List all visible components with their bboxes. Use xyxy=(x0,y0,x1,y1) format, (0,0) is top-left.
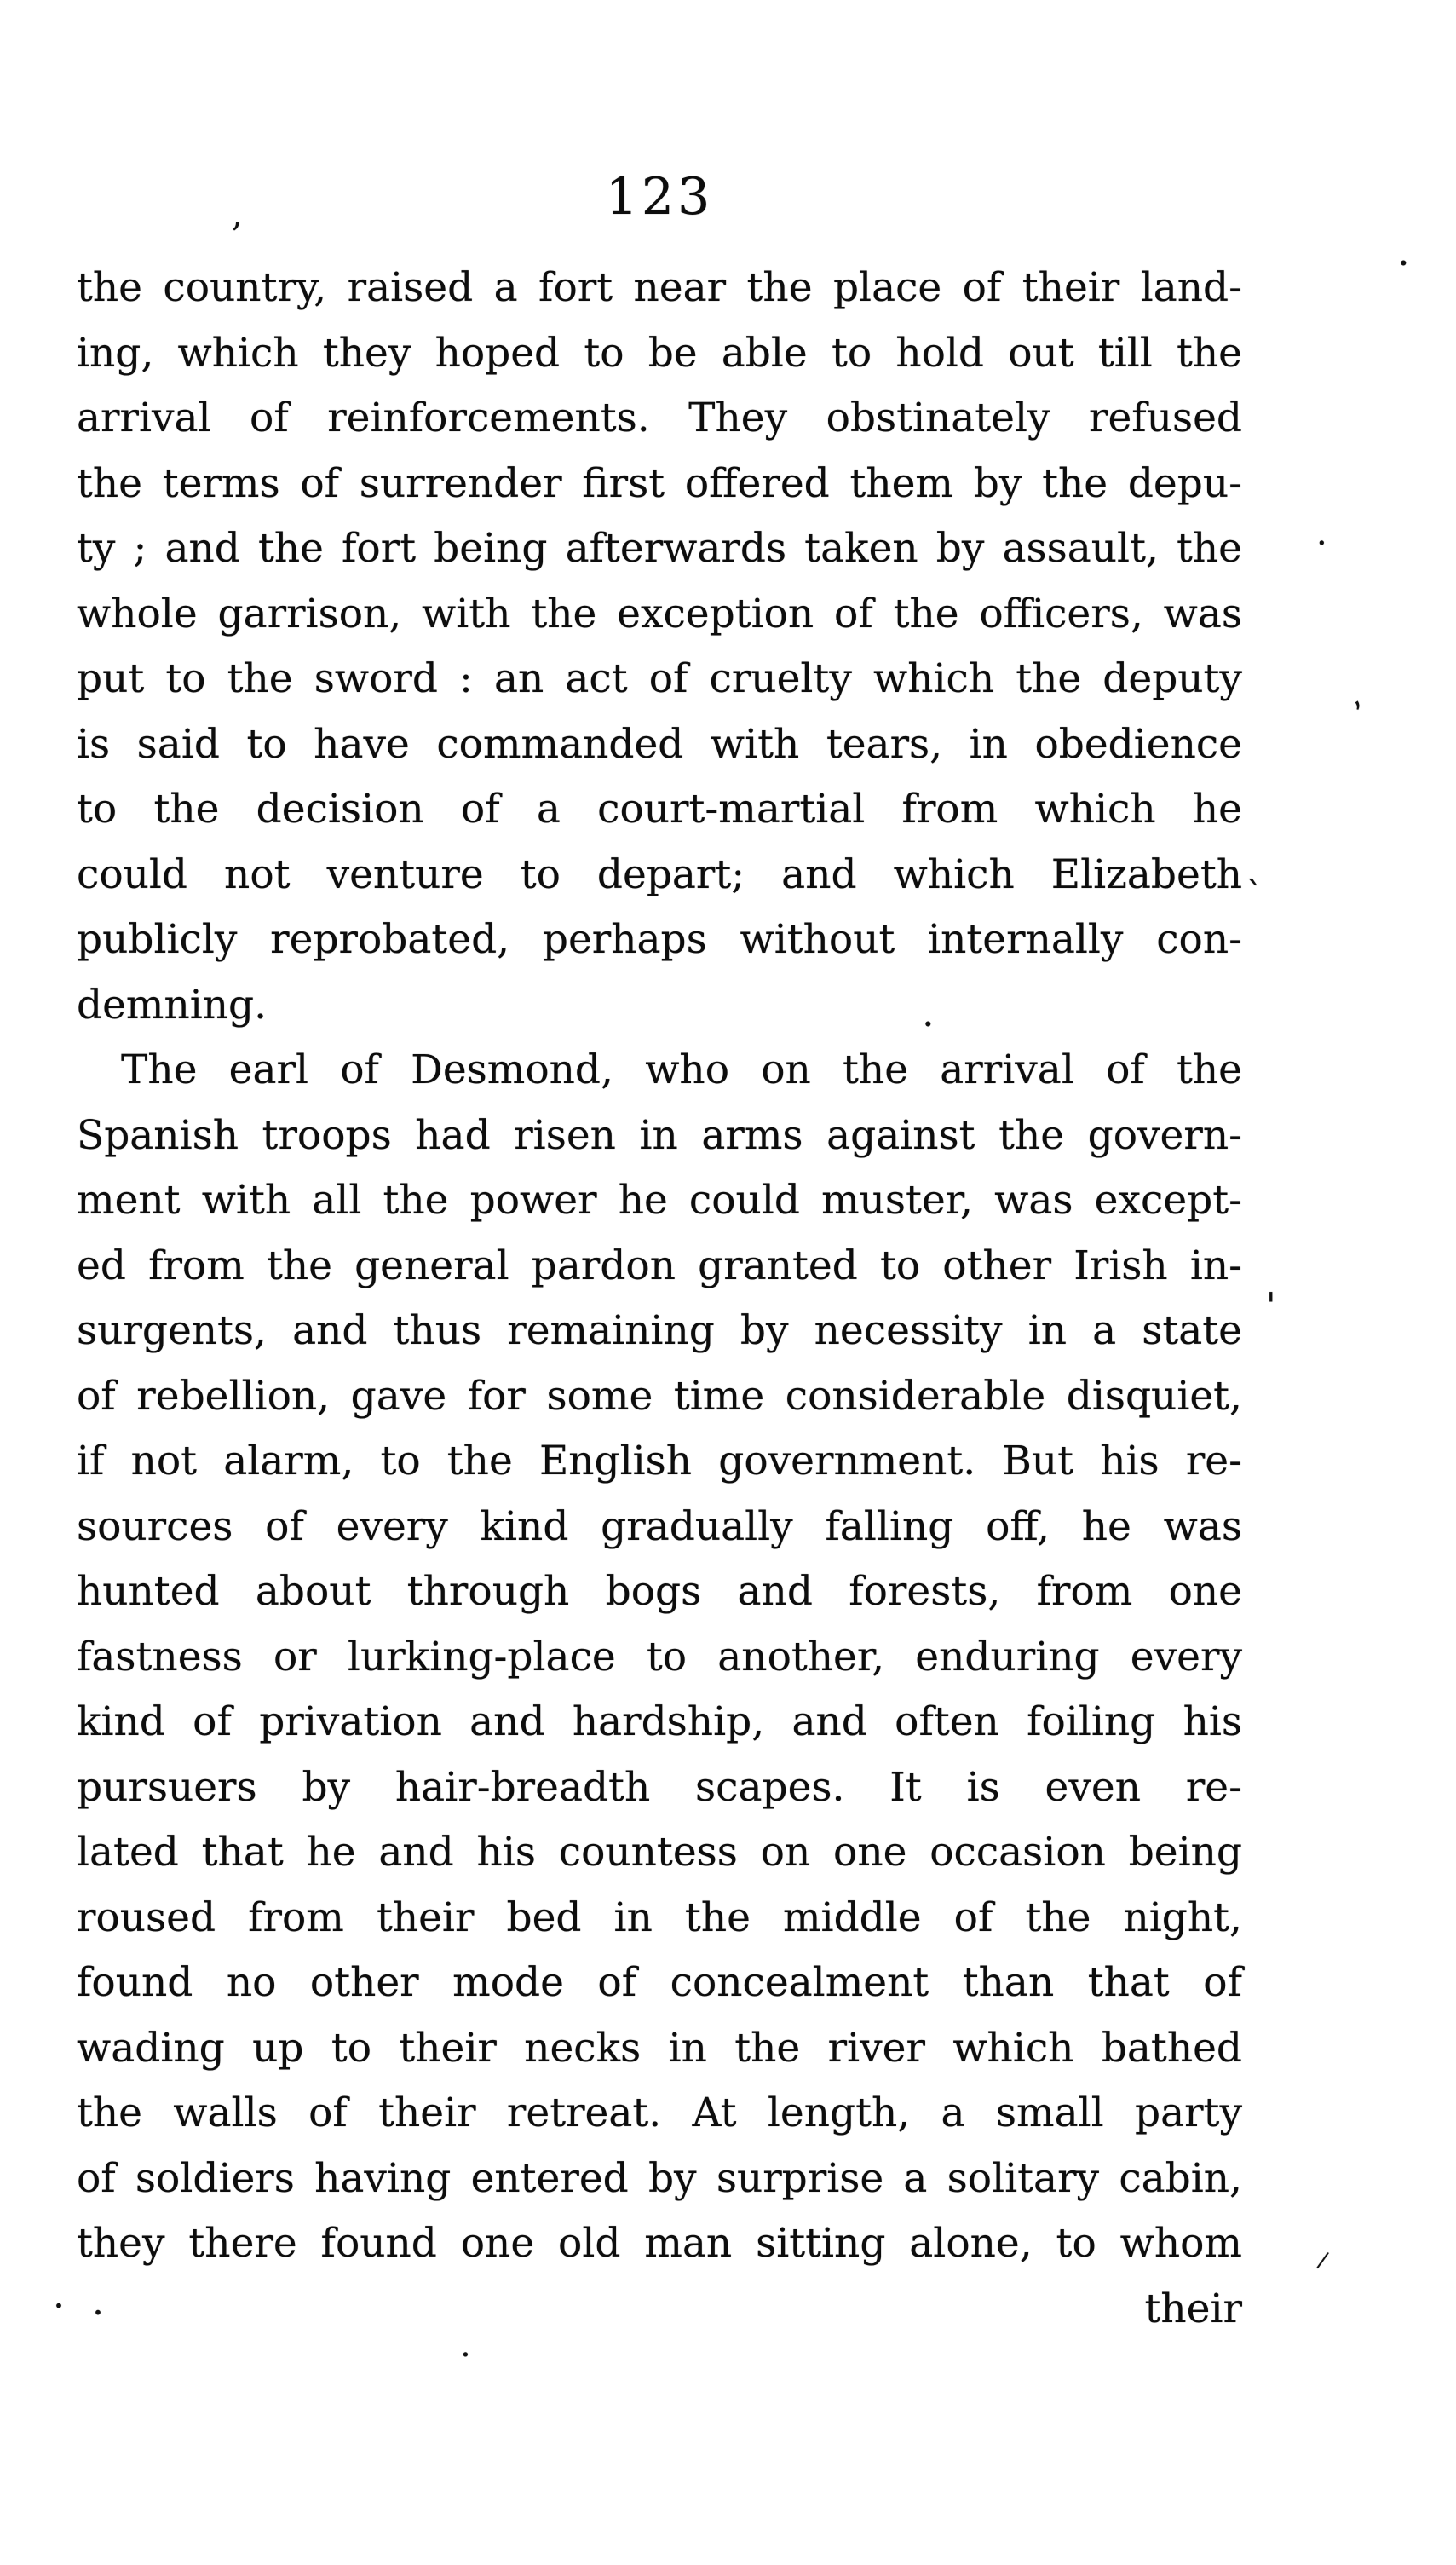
ink-speck: . xyxy=(92,2280,104,2324)
text-line: is said to have commanded with tears, in obedience xyxy=(77,720,1242,768)
text-line: The earl of Desmond, who on the arrival of the xyxy=(121,1046,1242,1093)
text-line: the country, raised a fort near the place of their land- xyxy=(77,264,1242,311)
text-line: found no other mode of concealment than that of xyxy=(77,1959,1242,2006)
text-line: roused from their bed in the middle of the night, xyxy=(77,1893,1242,1941)
text-line: the terms of surrender first offered them by the depu- xyxy=(77,459,1242,507)
body-text xyxy=(77,256,1242,2342)
ink-speck: , xyxy=(232,195,243,234)
text-line: wading up to their necks in the river which bathed xyxy=(77,2024,1242,2072)
text-line: could not venture to depart; and which Elizabeth xyxy=(77,850,1242,898)
text-line: Spanish troops had risen in arms against the govern- xyxy=(77,1111,1242,1159)
text-line: if not alarm, to the English government. But his re- xyxy=(77,1438,1242,1484)
text-line: pursuers by hair-breadth scapes. It is even re- xyxy=(77,1763,1242,1811)
ink-speck: , xyxy=(1338,679,1367,714)
ink-speck: . xyxy=(922,989,935,1035)
text-line: surgents, and thus remaining by necessity in a state xyxy=(77,1307,1242,1354)
text-line: whole garrison, with the exception of the officers, was xyxy=(77,590,1242,637)
text-line: lated that he and his countess on one occasion being xyxy=(77,1829,1242,1876)
text-line: ed from the general pardon granted to other Irish in- xyxy=(77,1242,1242,1289)
ink-speck: ` xyxy=(1246,874,1264,918)
text-line: put to the sword : an act of cruelty which the deputy xyxy=(77,655,1242,702)
text-line: ment with all the power he could muster, was except- xyxy=(77,1177,1242,1224)
text-line: the walls of their retreat. At length, a small party xyxy=(77,2089,1242,2136)
text-line: ing, which they hoped to be able to hold out till the xyxy=(77,329,1242,377)
text-line: of rebellion, gave for some time considerable disquiet, xyxy=(77,1372,1242,1420)
text-line: hunted about through bogs and forests, from one xyxy=(77,1568,1242,1615)
page-number: 123 xyxy=(605,167,714,227)
text-line: arrival of reinforcements. They obstinately refused xyxy=(77,395,1242,441)
text-line: to the decision of a court-martial from which he xyxy=(77,786,1242,833)
text-line: they there found one old man sitting alone, to whom xyxy=(77,2220,1242,2267)
text-line: ty ; and the fort being afterwards taken by assault, the xyxy=(77,525,1242,572)
ink-speck: . xyxy=(1397,228,1410,274)
text-line: fastness or lurking-place to another, enduring every xyxy=(77,1633,1242,1680)
ink-speck: / xyxy=(1315,2247,1331,2274)
ink-speck: · xyxy=(1316,524,1327,563)
text-line: publicly reprobated, perhaps without internally con- xyxy=(77,916,1242,963)
text-line: sources of every kind gradually falling off, he was xyxy=(77,1502,1242,1550)
ink-speck: ' xyxy=(1266,1285,1276,1327)
ink-speck: . xyxy=(53,2274,65,2317)
text-line: of soldiers having entered by surprise a solitary cabin, xyxy=(77,2154,1242,2202)
catchword: their xyxy=(1144,2285,1242,2332)
text-line: kind of privation and hardship, and often foiling his xyxy=(77,1698,1242,1745)
text-line: demning. xyxy=(77,981,268,1029)
ink-speck: . xyxy=(460,2326,471,2365)
